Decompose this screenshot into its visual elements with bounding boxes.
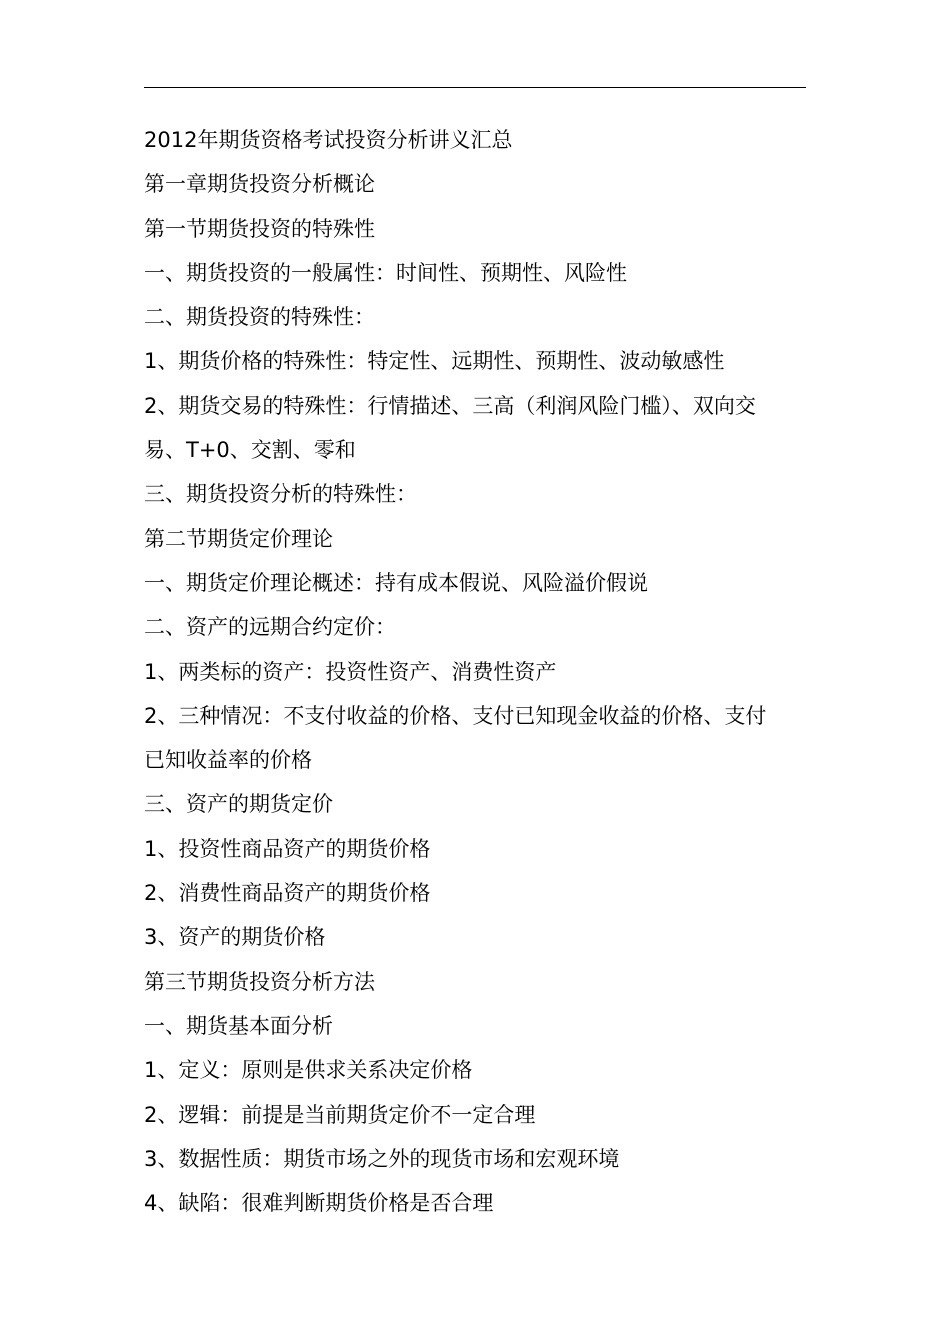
text-line: 1、期货价格的特殊性：特定性、远期性、预期性、波动敏感性 [144,349,725,374]
chapter-heading: 第一章期货投资分析概论 [144,172,375,197]
text-line: 二、资产的远期合约定价： [144,615,396,640]
text-line: 2、逻辑：前提是当前期货定价不一定合理 [144,1102,536,1127]
text-line: 一、期货定价理论概述：持有成本假说、风险溢价假说 [144,570,648,595]
text-line: 2、期货交易的特殊性：行情描述、三高（利润风险门槛）、双向交 [144,393,756,418]
text-line: 已知收益率的价格 [144,748,312,773]
text-line: 4、缺陷：很难判断期货价格是否合理 [144,1191,494,1216]
text-line: 一、期货基本面分析 [144,1013,333,1038]
section-heading: 第三节期货投资分析方法 [144,969,375,994]
text-line: 3、数据性质：期货市场之外的现货市场和宏观环境 [144,1146,620,1171]
text-line: 三、期货投资分析的特殊性： [144,482,417,507]
text-line: 一、期货投资的一般属性：时间性、预期性、风险性 [144,260,627,285]
document-title: 2012年期货资格考试投资分析讲义汇总 [144,128,513,152]
text-line: 3、资产的期货价格 [144,925,326,950]
text-line: 1、两类标的资产：投资性资产、消费性资产 [144,659,557,684]
text-line: 1、投资性商品资产的期货价格 [144,836,431,861]
text-line: 2、消费性商品资产的期货价格 [144,881,431,906]
text-line: 2、三种情况：不支付收益的价格、支付已知现金收益的价格、支付 [144,703,767,728]
header-rule [144,87,806,88]
text-line: 三、资产的期货定价 [144,792,333,817]
text-line: 易、T+0、交割、零和 [144,438,356,463]
section-heading: 第二节期货定价理论 [144,526,333,551]
section-heading: 第一节期货投资的特殊性 [144,216,375,241]
document-body [144,118,810,1225]
text-line: 二、期货投资的特殊性： [144,305,375,330]
text-line: 1、定义：原则是供求关系决定价格 [144,1058,473,1083]
